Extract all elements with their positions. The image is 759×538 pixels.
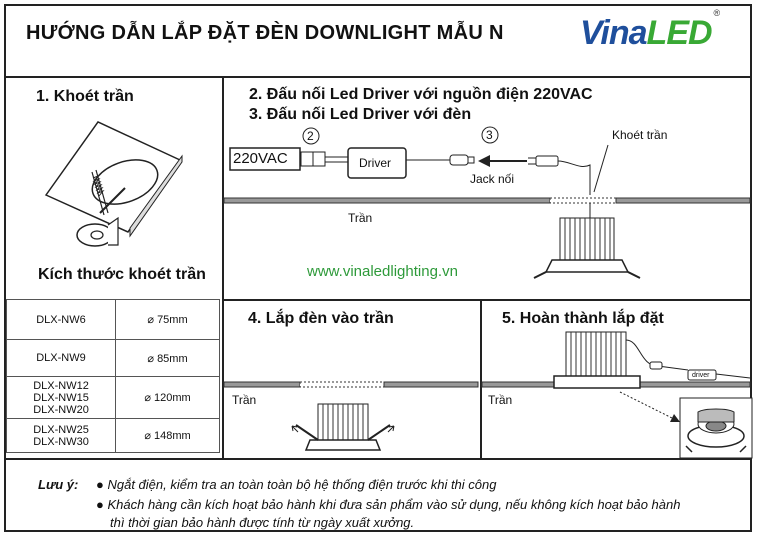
step3-title: 3. Đấu nối Led Driver với đèn	[249, 106, 472, 123]
step5-ceiling-label: Trần	[488, 393, 513, 407]
size-cell: ⌀ 85mm	[116, 340, 220, 377]
ceiling-label: Trần	[348, 211, 373, 225]
step5-driver-label: driver	[692, 372, 710, 379]
model-cell: DLX-NW9	[7, 340, 116, 377]
model-cell: DLX-NW6	[7, 300, 116, 340]
note-item-continued: thì thời gian bảo hành được tính từ ngày xuất xưởng.	[110, 515, 415, 530]
cutout-label: Khoét trần	[612, 128, 668, 142]
step4-title: 4. Lắp đèn vào trần	[248, 310, 394, 327]
page-title: HƯỚNG DẪN LẮP ĐẶT ĐÈN DOWNLIGHT MẪU N	[26, 22, 504, 44]
model-cell: DLX-NW12 DLX-NW15 DLX-NW20	[7, 377, 116, 419]
vinaled-logo: VinaLED®	[580, 7, 720, 52]
notes-label: Lưu ý:	[38, 477, 79, 492]
step2-title: 2. Đấu nối Led Driver với nguồn điện 220VAC	[249, 86, 593, 103]
cutout-size-title: Kích thước khoét trần	[38, 266, 206, 283]
size-cell: ⌀ 75mm	[116, 300, 220, 340]
model-cell: DLX-NW25 DLX-NW30	[7, 419, 116, 453]
size-cell: ⌀ 120mm	[116, 377, 220, 419]
note-item: ● Khách hàng cần kích hoạt bảo hành khi đưa sản phẩm vào sử dụng, nếu không kích hoạt bảo hành	[96, 497, 681, 512]
driver-label: Driver	[359, 156, 391, 170]
step5-title: 5. Hoàn thành lắp đặt	[502, 310, 664, 327]
note-item: ● Ngắt điện, kiểm tra an toàn toàn bộ hệ thống điện trước khi thi công	[96, 477, 497, 492]
step1-title: 1. Khoét trần	[36, 88, 134, 105]
size-cell: ⌀ 148mm	[116, 419, 220, 453]
step-number-2: 2	[307, 129, 314, 143]
step-number-3: 3	[486, 128, 493, 142]
voltage-label: 220VAC	[233, 150, 288, 167]
jack-label: Jack nối	[470, 172, 515, 186]
step4-ceiling-label: Trần	[232, 393, 257, 407]
website-link[interactable]: www.vinaledlighting.vn	[307, 263, 458, 280]
